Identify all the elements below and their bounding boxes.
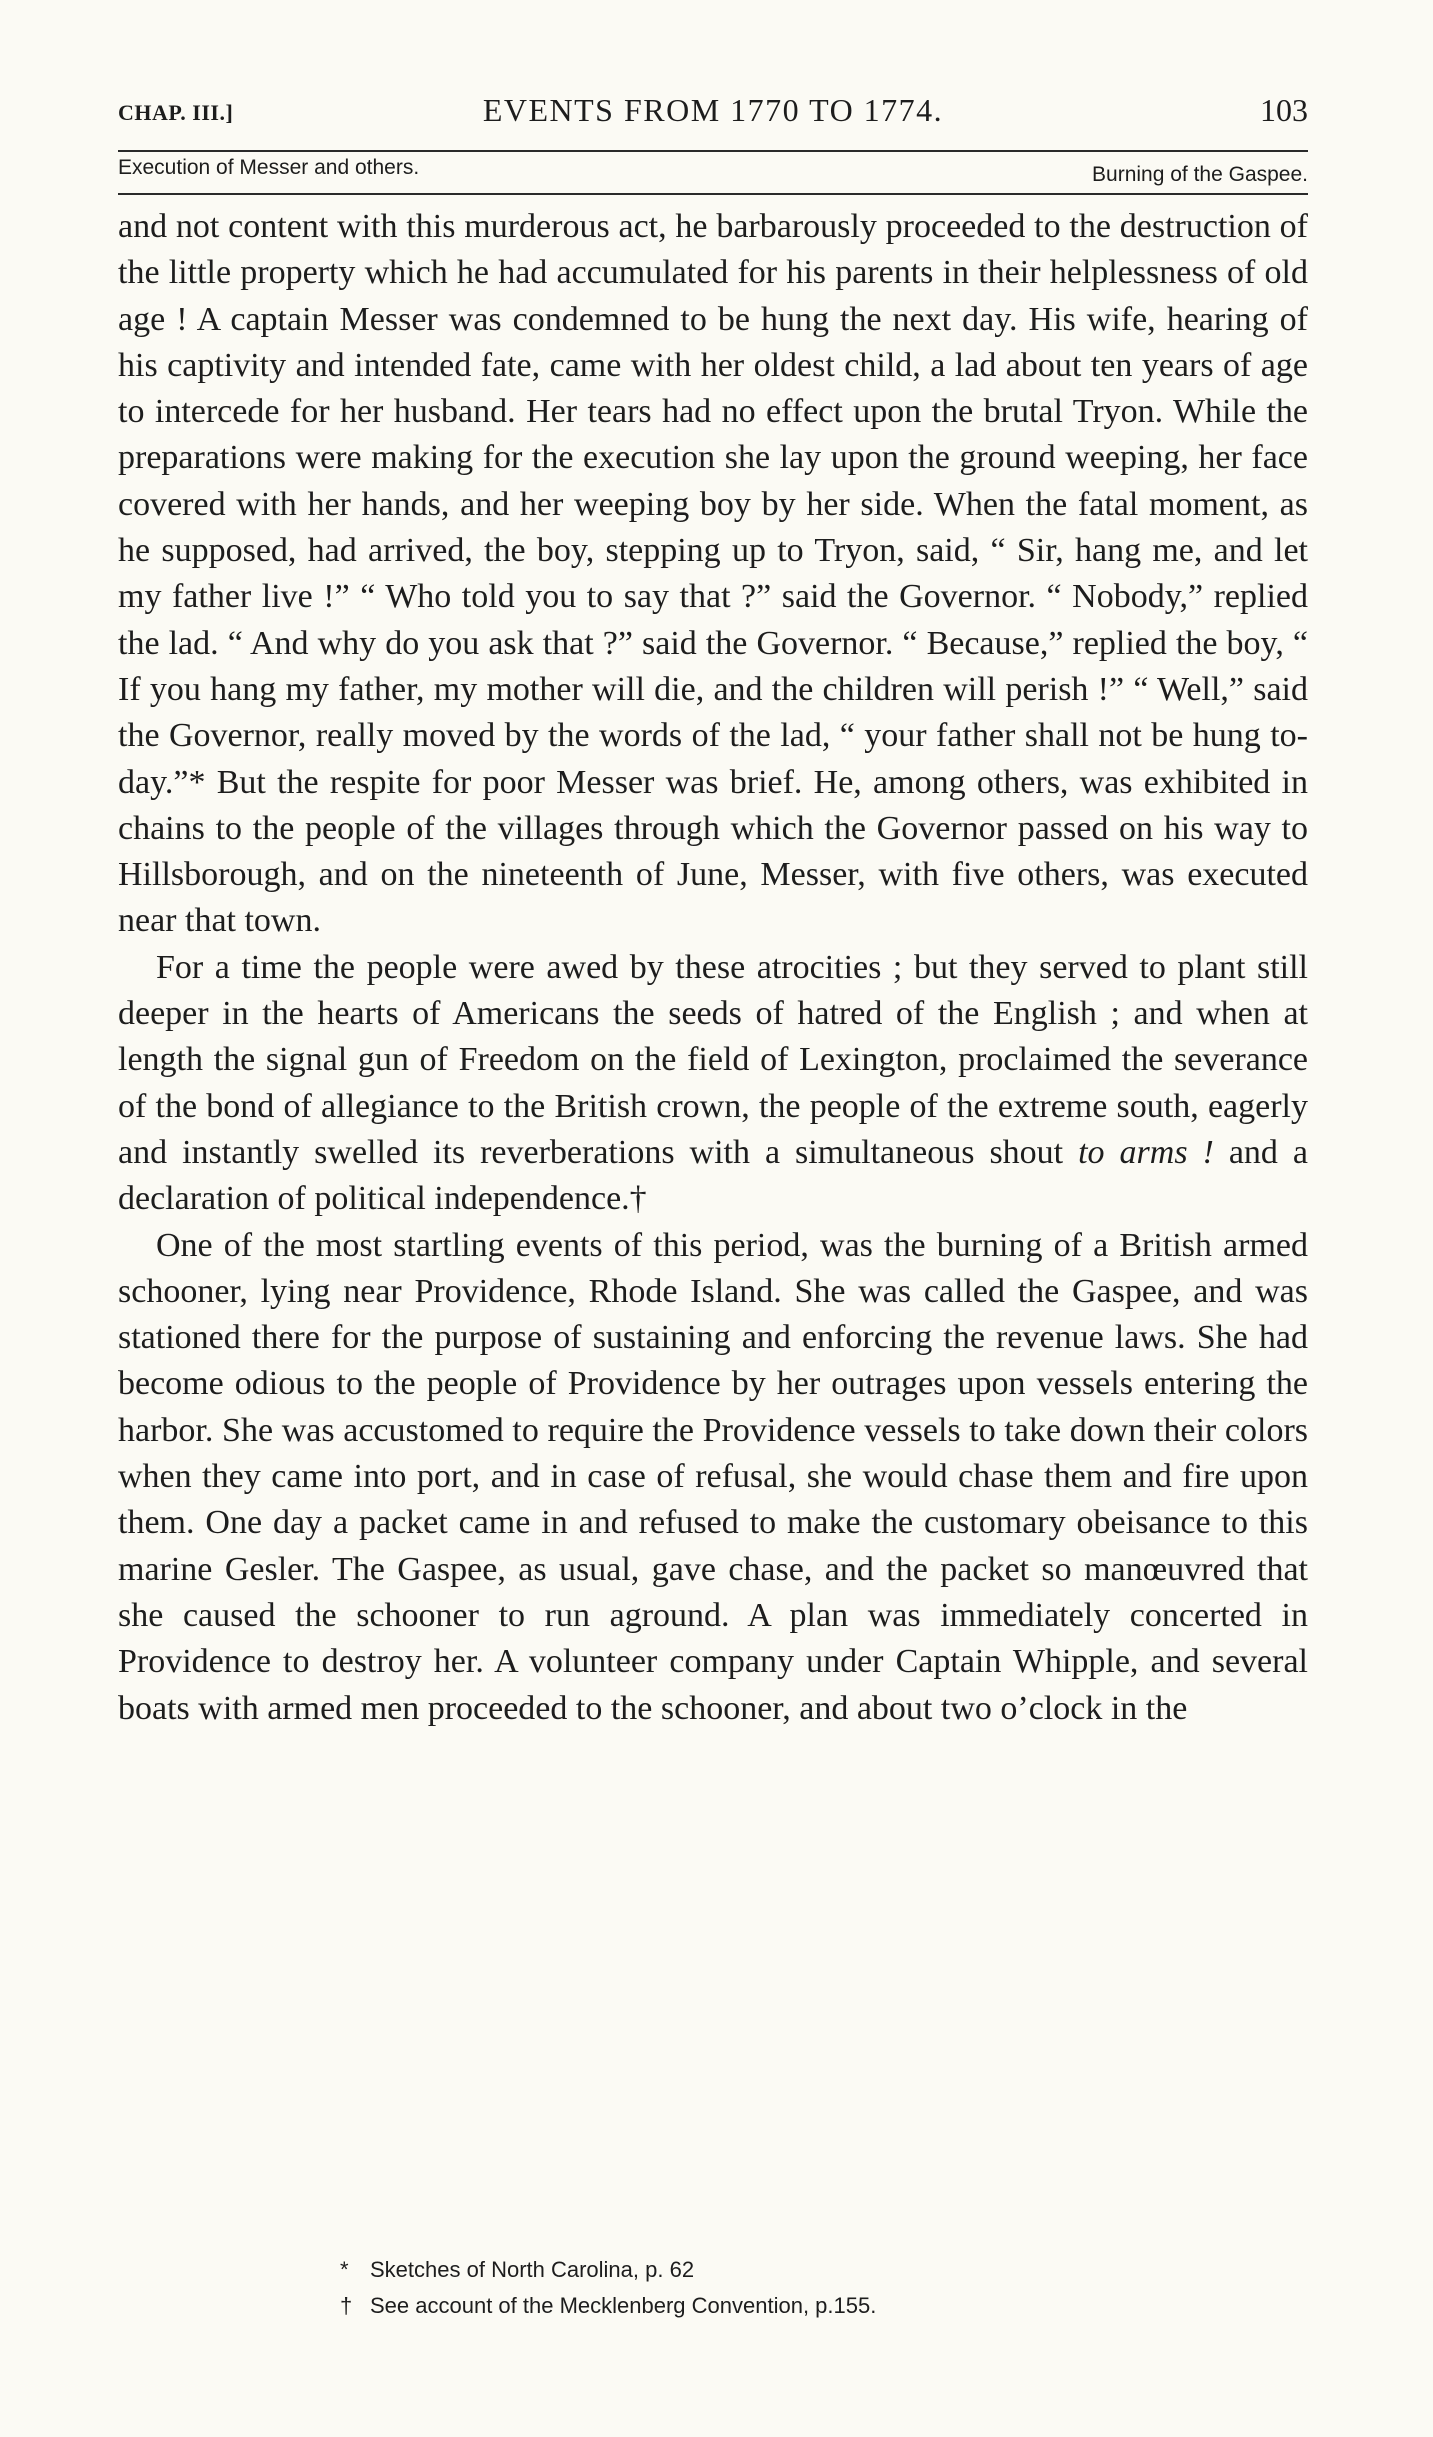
chapter-label: CHAP. III.] bbox=[118, 100, 234, 125]
running-head bbox=[118, 88, 1308, 144]
paragraph-3: One of the most startling events of this period, was the burning of a British armed schooner, lying near Providence, Rhode Island. She was called the Gaspee, and was stationed there for the purpose of sustaining and enforcing the revenue laws. She had become odious to the people of Providence by her outrages upon vessels entering the harbor. She was accustomed to require the Providence vessels to take down their colors when they came into port, and in case of refusal, she would chase them and fire upon them. One day a packet came in and refused to make the customary obeisance to this marine Gesler. The Gaspee, as usual, gave chase, and the packet so manœuvred that she caused the schooner to run aground. A plan was immediately concerted in Providence to destroy her. A volunteer company under Captain Whipple, and several boats with armed men proceeded to the schooner, and about two o’clock in the bbox=[118, 1226, 1308, 1727]
paragraph-2-italic: to arms ! bbox=[1078, 1133, 1214, 1171]
paragraph-1: and not content with this murderous act, he barbarously proceeded to the destruction of the little property which he had accumulated for his parents in their helplessness of old age ! A captain Messer was condemned to be hung the next day. His wife, hearing of his captivity and intended fate, came with her oldest child, a lad about ten years of age to intercede for her husband. Her tears had no effect upon the brutal Tryon. While the preparations were making for the execution she lay upon the ground weeping, her face covered with her hands, and her weeping boy by her side. When the fatal moment, as he supposed, had arrived, the boy, stepping up to Tryon, said, “ Sir, hang me, and let my father live !” “ Who told you to say that ?” said the Governor. “ Nobody,” replied the lad. “ And why do you ask that ?” said the Governor. “ Because,” replied the boy, “ If you hang my father, my mother will die, and the children will perish !” “ Well,” said the Governor, really moved by the words of the lad, “ your father shall not be hung to-day.”* But the respite for poor Messer was brief. He, among others, was exhibited in chains to the people of the villages through which the Governor passed on his way to Hillsborough, and on the nineteenth of June, Messer, with five others, was executed near that town. bbox=[118, 208, 1308, 940]
subhead-right: Burning of the Gaspee. bbox=[1092, 163, 1308, 186]
running-title: EVENTS FROM 1770 TO 1774. bbox=[482, 92, 944, 128]
paragraph-2-text-b: and a declaration of political independence.† bbox=[118, 1133, 1309, 1218]
footnote-2-text: See account of the Mecklenberg Convention, p.155. bbox=[370, 2293, 877, 2318]
footnotes bbox=[340, 2252, 1240, 2324]
page-number: 103 bbox=[1260, 92, 1308, 128]
header-rule-top bbox=[118, 150, 1308, 152]
header-rule-bottom bbox=[118, 193, 1308, 195]
subhead-left: Execution of Messer and others. bbox=[118, 156, 420, 179]
footnote-1-text: Sketches of North Carolina, p. 62 bbox=[370, 2257, 695, 2282]
body-text bbox=[118, 204, 1308, 1732]
footnote-2 bbox=[340, 2288, 1240, 2324]
paragraph-2 bbox=[118, 945, 1308, 1223]
paragraph-2-text-a: For a time the people were awed by these atrocities ; but they served to plant still deeper in the hearts of Americans the seeds of hatred of the English ; and when at length the signal gun of Freedom on the field of Lexington, proclaimed the severance of the bond of allegiance to the British crown, the people of the extreme south, eagerly and instantly swelled its reverberations with a simultaneous shout bbox=[118, 948, 1308, 1171]
footnote-1 bbox=[340, 2252, 1240, 2288]
section-subheads bbox=[118, 156, 1308, 190]
footnote-2-mark: † bbox=[340, 2293, 353, 2318]
footnote-1-mark: * bbox=[340, 2257, 349, 2282]
